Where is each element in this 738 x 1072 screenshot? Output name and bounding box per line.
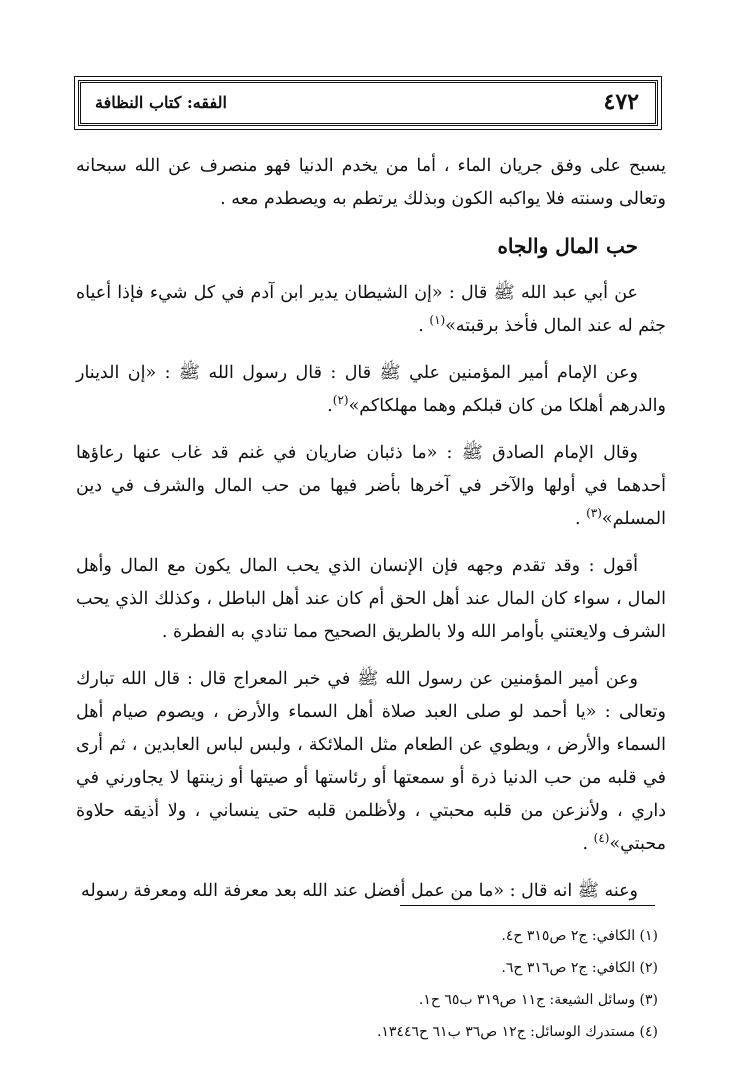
paragraph-text: وعنه ﷺ انه قال : «ما من عمل أفضل عند الله بعد معرفة الله ومعرفة رسوله <box>80 881 638 901</box>
footnote-ref: (٢) <box>332 393 349 408</box>
paragraph-text: أقول : وقد تقدم وجهه فإن الإنسان الذي يحب المال يكون مع المال وأهل المال ، سواء كان المال عند أهل الحق أم كان عند أهل الباطل ، وكذلك الذي يحب الشرف ولايعتني بأوامر الله ولا بالطريق الصحيح مما تنادي به الفطرة . <box>76 556 666 642</box>
paragraph <box>76 277 666 343</box>
footnote-item: (٣) وسائل الشيعة: ج١١ ص٣١٩ ب٦٥ ح١. <box>418 992 658 1008</box>
page-header <box>78 80 658 126</box>
page-number: ٤٧٢ <box>603 89 639 115</box>
footnote-ref: (٤) <box>593 831 610 846</box>
paragraph <box>76 663 666 861</box>
paragraph <box>76 437 666 536</box>
paragraph-text: عن أبي عبد الله ﷺ قال : «إن الشيطان يدير ابن آدم في كل شيء فإذا أعياه جثم له عند المال فأخذ برقبته» <box>76 283 666 336</box>
paragraph-text: وعن أمير المؤمنين عن رسول الله ﷺ في خبر المعراج قال : قال الله تبارك وتعالى : «يا أحمد لو صلى العبد صلاة أهل السماء والأرض ، ويصوم صيام أهل السماء والأرض ، ويطوي عن الطعام مثل الملائكة ، ولبس لباس العابدين ، ثم أرى في قلبه من حب الدنيا ذرة أو سمعتها أو رئاستها أو صيتها أو زينتها لا يجاورني في داري ، ولأنزعن من قلبه محبتي ، ولأظلمن قلبه حتى ينساني ، ولا أذيقه حلاوة محبتي» <box>76 669 666 854</box>
footnote-ref: (١) <box>429 313 446 328</box>
header-title: الفقه: كتاب النظافة <box>95 93 227 112</box>
paragraph-tail: . <box>574 509 587 529</box>
paragraph <box>76 875 666 908</box>
main-content <box>76 150 666 922</box>
footnote-item: (١) الكافي: ج٢ ص٣١٥ ح٤. <box>501 928 658 944</box>
paragraph-text: وعن الإمام أمير المؤمنين علي ﷺ قال : قال رسول الله ﷺ : «إن الدينار والدرهم أهلكا من كان قبلكم وهما مهلكاكم» <box>76 363 666 416</box>
footnote-item: (٤) مستدرك الوسائل: ج١٢ ص٣٦ ب٦١ ح١٣٤٤٦. <box>376 1024 658 1040</box>
paragraph-tail: . <box>582 834 594 854</box>
paragraph-tail: . <box>327 396 333 416</box>
footnote-item: (٢) الكافي: ج٢ ص٣١٦ ح٦. <box>501 960 658 976</box>
footnote-ref: (٣) <box>586 506 602 521</box>
footnote-divider <box>400 905 655 906</box>
footnotes <box>80 920 658 1048</box>
paragraph <box>76 357 666 423</box>
section-heading: حب المال والجاه <box>497 234 638 258</box>
paragraph-text: وقال الإمام الصادق ﷺ : «ما ذئبان ضاريان في غنم قد غاب عنها رعاؤها أحدهما في أولها والآخر في آخرها بأضر فيها من حب المال والشرف في دين المسلم» <box>76 443 666 529</box>
paragraph <box>76 550 666 649</box>
paragraph-tail: . <box>418 316 430 336</box>
intro-paragraph: يسبح على وفق جريان الماء ، أما من يخدم الدنيا فهو منصرف عن الله سبحانه وتعالى وسنته فلا يواكبه الكون وبذلك يرتطم به ويصطدم معه . <box>76 156 666 209</box>
